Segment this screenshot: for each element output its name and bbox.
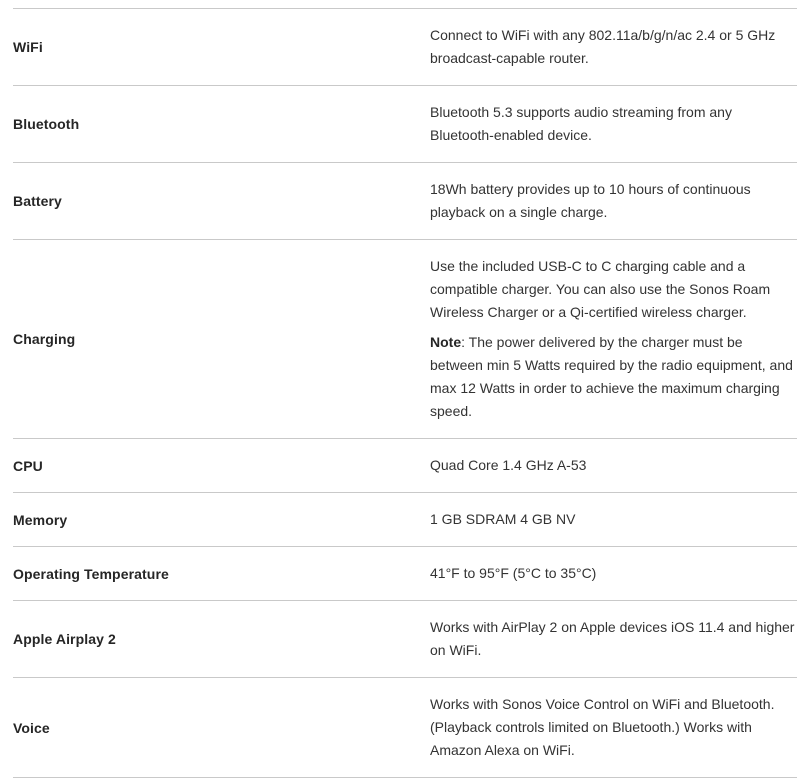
spec-row	[13, 239, 797, 438]
spec-description	[430, 493, 797, 546]
spec-row	[13, 438, 797, 492]
spec-description	[430, 547, 797, 600]
spec-label: Memory	[13, 511, 68, 528]
spec-paragraph: Quad Core 1.4 GHz A-53	[430, 457, 587, 473]
spec-paragraph: Works with AirPlay 2 on Apple devices iOS 11.4 and higher on WiFi.	[430, 619, 795, 658]
spec-description	[430, 601, 797, 677]
spec-row	[13, 8, 797, 85]
spec-paragraph: 1 GB SDRAM 4 GB NV	[430, 511, 576, 527]
spec-label: Apple Airplay 2	[13, 631, 116, 647]
spec-table	[13, 8, 797, 778]
spec-paragraph: Bluetooth 5.3 supports audio streaming from any Bluetooth-enabled device.	[430, 104, 732, 143]
spec-label: WiFi	[13, 39, 43, 55]
spec-paragraph: Works with Sonos Voice Control on WiFi and Bluetooth. (Playback controls limited on Bluetooth.) Works with Amazon Alexa on WiFi.	[430, 696, 775, 758]
spec-row	[13, 600, 797, 677]
spec-description	[430, 9, 797, 85]
spec-description	[430, 678, 797, 777]
spec-paragraph: Note: The power delivered by the charger must be between min 5 Watts required by the radio equipment, and max 12 Watts in order to achieve the maximum charging speed.	[430, 334, 793, 419]
spec-label: Battery	[13, 193, 62, 209]
spec-paragraph: Use the included USB-C to C charging cable and a compatible charger. You can also use the Sonos Roam Wireless Charger or a Qi-certified wireless charger.	[430, 258, 771, 320]
spec-description	[430, 86, 797, 162]
spec-row	[13, 85, 797, 162]
spec-paragraph: 18Wh battery provides up to 10 hours of continuous playback on a single charge.	[430, 181, 751, 220]
spec-paragraph: Connect to WiFi with any 802.11a/b/g/n/ac 2.4 or 5 GHz broadcast-capable router.	[430, 27, 776, 66]
spec-row	[13, 162, 797, 239]
spec-description	[430, 240, 797, 438]
spec-row	[13, 546, 797, 600]
spec-row	[13, 677, 797, 777]
spec-label: Bluetooth	[13, 116, 80, 132]
spec-description	[430, 163, 797, 239]
spec-paragraph: 41°F to 95°F (5°C to 35°C)	[430, 565, 597, 581]
spec-description	[430, 439, 797, 492]
spec-label: Charging	[13, 331, 76, 347]
spec-label: CPU	[13, 457, 43, 474]
spec-label: Operating Temperature	[13, 565, 169, 582]
spec-label: Voice	[13, 719, 50, 736]
spec-row	[13, 492, 797, 546]
